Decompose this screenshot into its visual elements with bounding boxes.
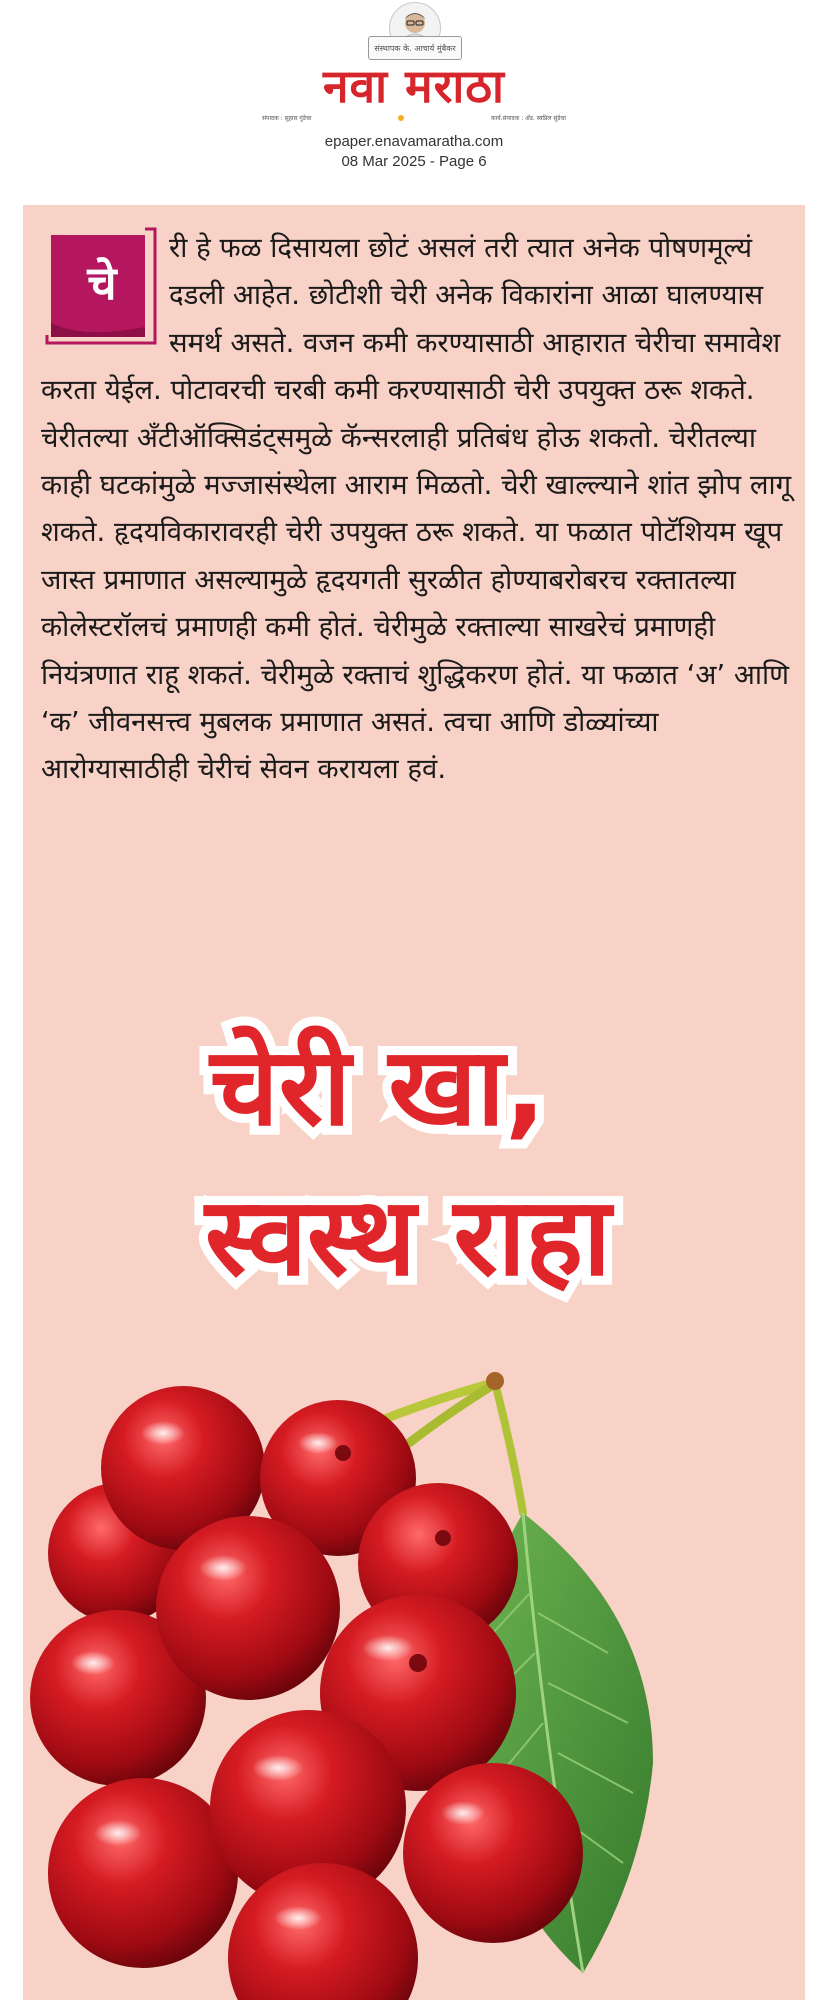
stem-knot bbox=[486, 1372, 504, 1390]
cherry-stem-3 bbox=[495, 1383, 523, 1513]
article-clip bbox=[23, 205, 805, 2000]
article-body bbox=[41, 225, 796, 794]
dropcap-spacer bbox=[41, 225, 169, 361]
site-url: epaper.enavamaratha.com bbox=[324, 133, 504, 150]
dropcap-letter: चे bbox=[87, 256, 117, 310]
article-body-text: री हे फळ दिसायला छोटं असलं तरी त्यात अनेक पोषणमूल्यं दडली आहेत. छोटीशी चेरी अनेक विकारांना आळा घालण्यास समर्थ असते. वजन कमी करण्यासाठी आहारात चेरीचा समावेश करता येईल. पोटावरची चरबी कमी करण्यासाठी चेरी उपयुक्त ठरू शकते. चेरीतल्या अँटीऑक्सिडंट्समुळे कॅन्सरलाही प्रतिबंध होऊ शकतो. चेरीतल्या काही घटकांमुळे मज्जासंस्थेला आराम मिळतो. चेरी खाल्ल्याने शांत झोप लागू शकते. हृदयविकारावरही चेरी उपयुक्त ठरू शकते. या फळात पोटॅशियम खूप जास्त प्रमाणात असल्यामुळे हृदयगती सुरळीत होण्याबरोबरच रक्तातल्या कोलेस्टरॉलचं प्रमाणही कमी होतं. चेरीमुळे रक्ताल्या साखरेचं प्रमाणही नियंत्रणात राहू शकतं. चेरीमुळे रक्ताचं शुद्धिकरण होतं. या फळात ‘अ’ आणि ‘क’ जीवनसत्त्व मुबलक प्रमाणात असतं. त्वचा आणि डोळ्यांच्या आरोग्यासाठीही चेरीचं सेवन करायला हवं. bbox=[41, 232, 792, 786]
cherry-cluster bbox=[30, 1386, 583, 2000]
editor-left: संपादक : सुहास गुंडेचा bbox=[262, 115, 312, 122]
editor-strip bbox=[262, 112, 566, 124]
cherries-illustration bbox=[23, 1333, 805, 2000]
masthead-tagline: संस्थापक के. आचार्य मुंबैकर bbox=[368, 36, 462, 60]
cherries-image bbox=[23, 1333, 805, 2000]
page-date: 08 Mar 2025 - Page 6 bbox=[341, 153, 487, 170]
headline-line-2: स्वस्थ राहा bbox=[205, 1175, 611, 1300]
headline-line-1: चेरी खा, bbox=[210, 1025, 546, 1150]
newspaper-logo: नवा मराठा bbox=[323, 59, 505, 113]
editor-right: कार्य.संपादक : ॲड. स्वप्निल सुंडेचा bbox=[490, 115, 566, 122]
masthead bbox=[0, 0, 828, 180]
headline bbox=[23, 1013, 805, 1373]
sun-icon bbox=[398, 115, 404, 121]
